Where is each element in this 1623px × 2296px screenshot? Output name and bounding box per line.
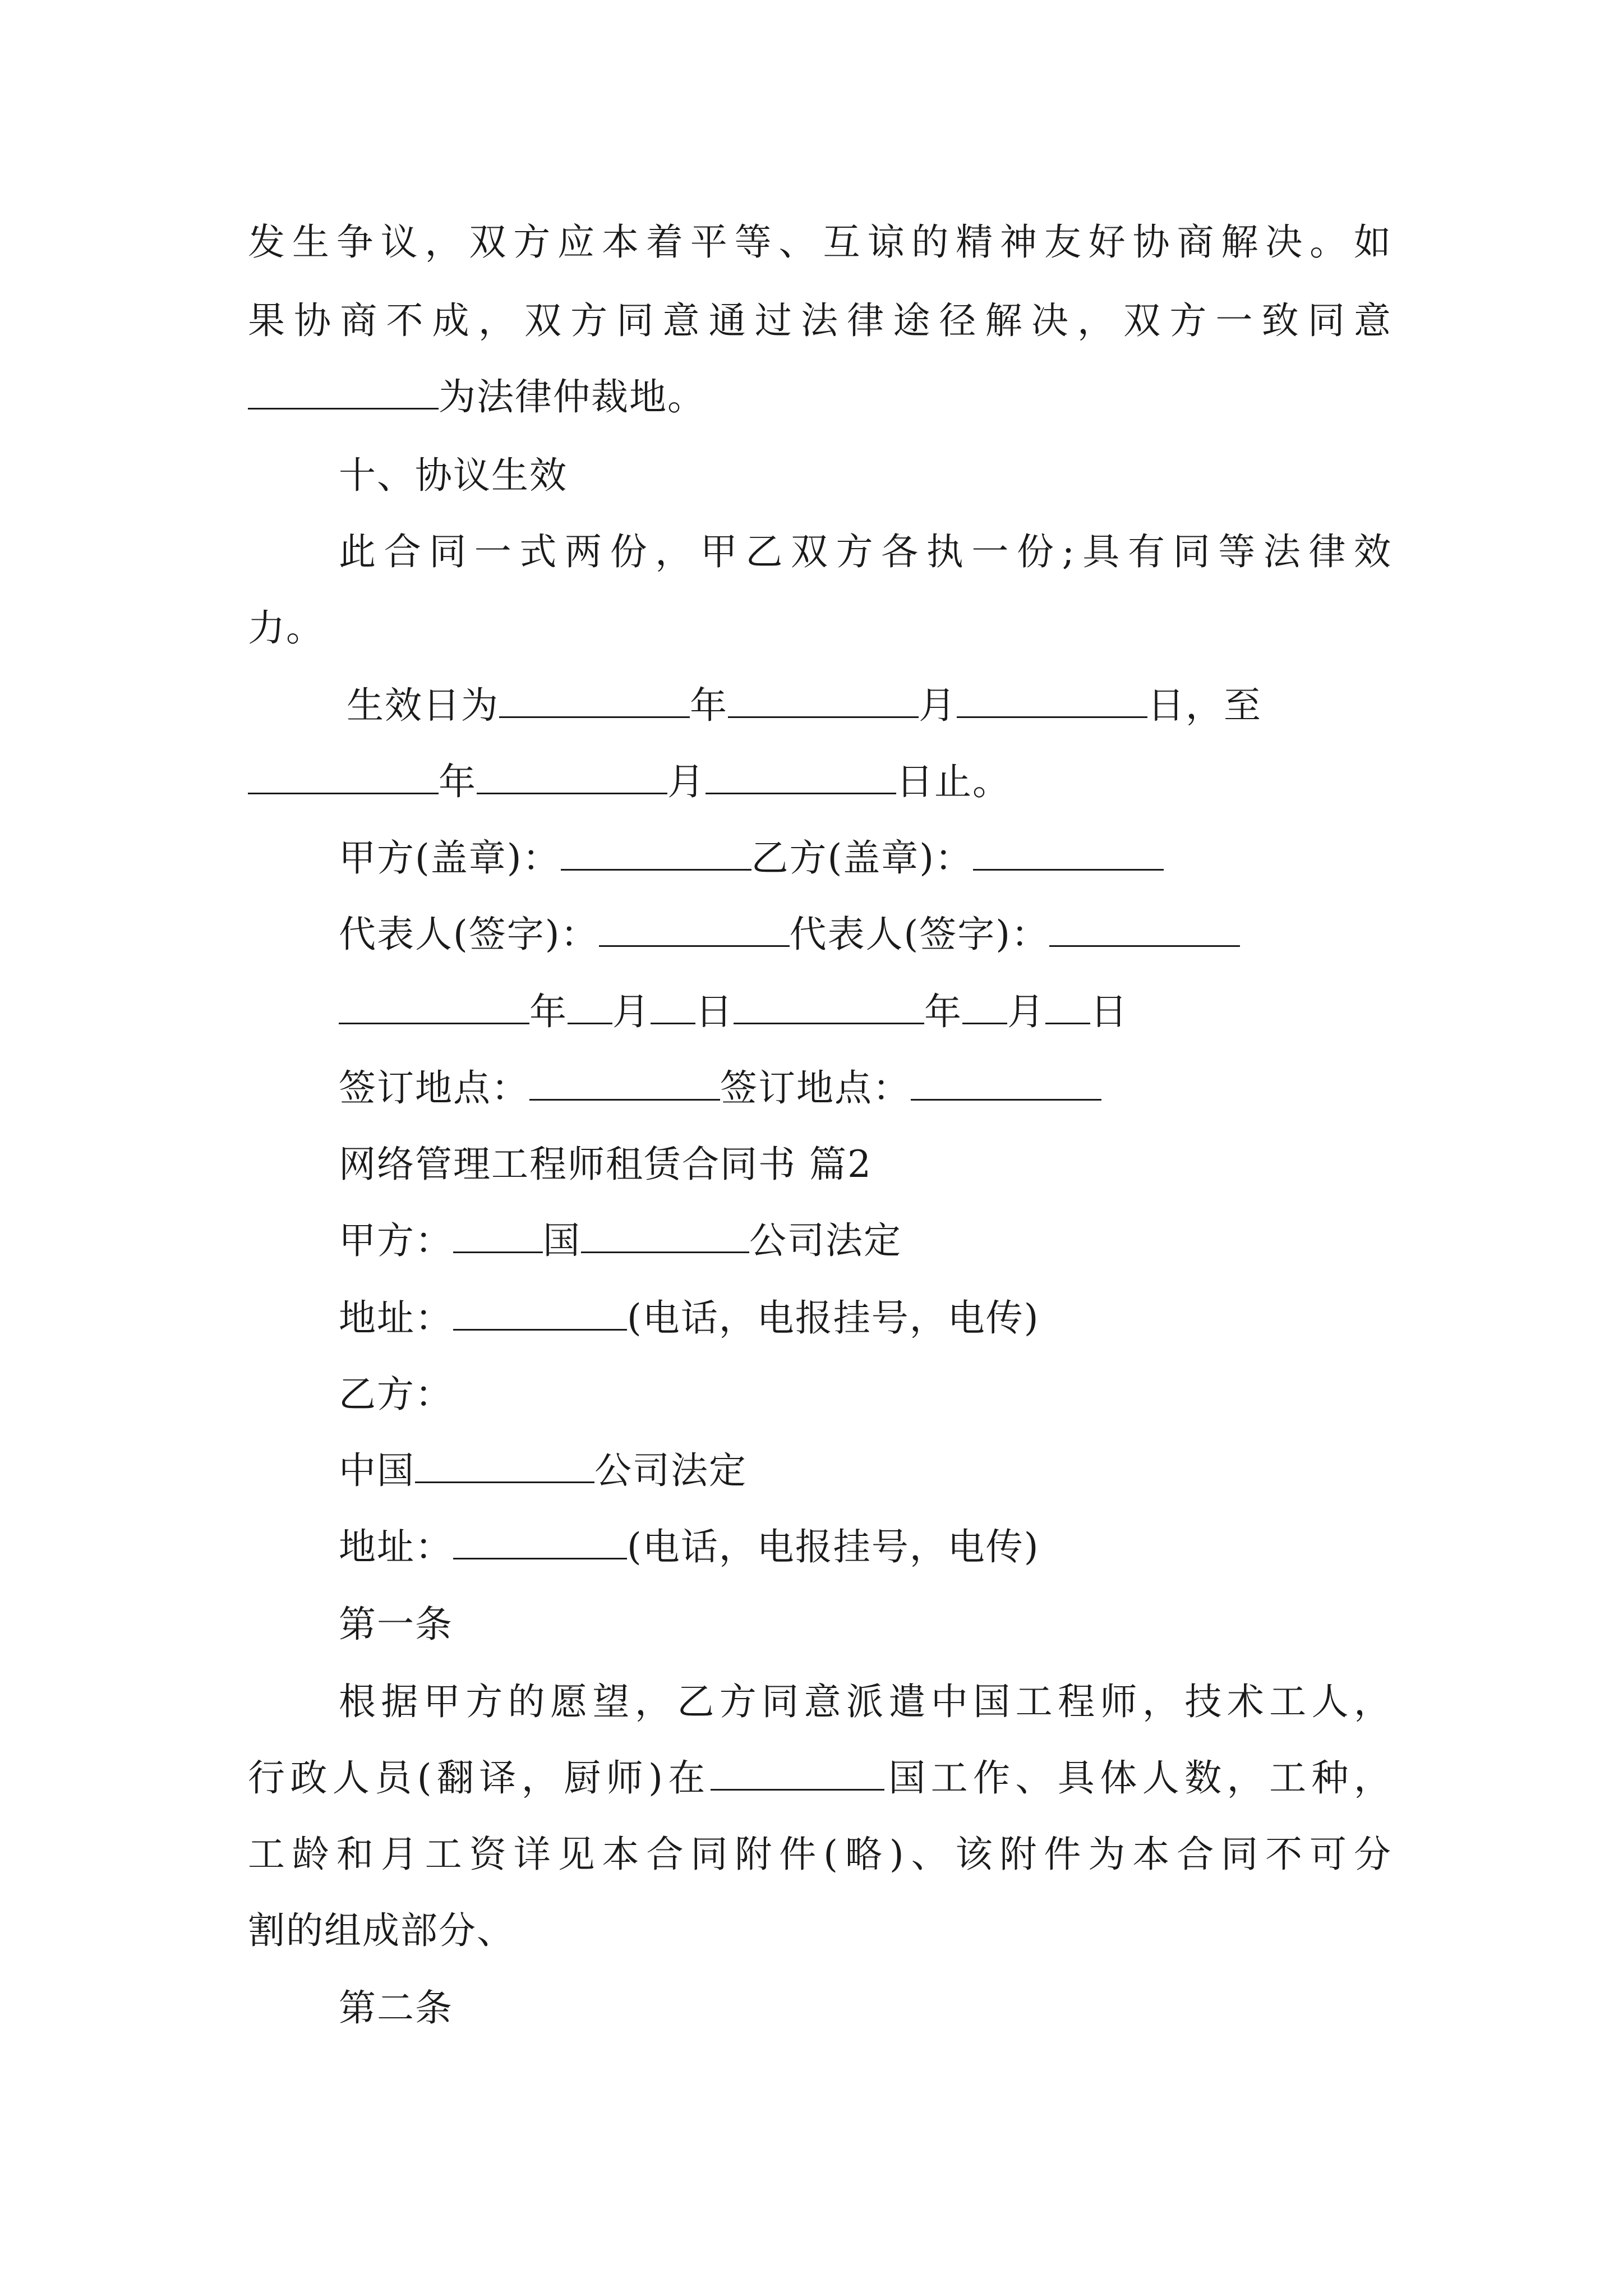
- paragraph-line: 割的组成部分、: [248, 1909, 515, 1952]
- fill-blank: [453, 1525, 627, 1559]
- contract-title: 网络管理工程师租赁合同书 篇2: [339, 1143, 872, 1186]
- paragraph-line: 根据甲方的愿望，乙方同意派遣中国工程师，技术工人，: [339, 1680, 1392, 1723]
- fill-blank: [911, 1066, 1101, 1101]
- paragraph-line: 为法律仲裁地。: [248, 375, 1392, 420]
- party-b-line: 乙方：: [339, 1373, 453, 1416]
- signature-line: 甲方(盖章)： 乙方(盖章)：: [339, 836, 1392, 881]
- paragraph-line: 果协商不成，双方同意通过法律途径解决，双方一致同意: [248, 299, 1392, 342]
- fill-blank: [581, 1219, 749, 1253]
- fill-blank: [453, 1219, 543, 1253]
- paragraph-line: 力。: [248, 606, 324, 650]
- fill-blank: [734, 990, 924, 1024]
- address-line: 地址： (电话，电报挂号，电传): [339, 1296, 1040, 1340]
- fill-blank: [973, 836, 1164, 871]
- fill-blank: [248, 760, 439, 794]
- fill-blank: [529, 1066, 720, 1101]
- address-line: 地址： (电话，电报挂号，电传): [339, 1525, 1040, 1568]
- company-line: 中国 公司法定: [339, 1449, 747, 1492]
- section-heading: 十、协议生效: [339, 454, 568, 497]
- effective-date-line: 生效日为 年 月 日，至: [347, 684, 1262, 727]
- fill-blank: [957, 684, 1147, 718]
- article-heading: 第一条: [339, 1603, 453, 1646]
- paragraph-line: 行政人员(翻译，厨师)在 国工作、具体人数，工种，: [248, 1756, 1392, 1800]
- fill-blank: [248, 375, 439, 409]
- fill-blank: [561, 836, 751, 871]
- article-heading: 第二条: [339, 1986, 453, 2030]
- fill-blank: [477, 760, 667, 794]
- signature-line: 代表人(签字)： 代表人(签字)：: [339, 912, 1392, 957]
- paragraph-line: 此合同一式两份，甲乙双方各执一份;具有同等法律效: [339, 530, 1392, 573]
- fill-blank: [499, 684, 690, 718]
- fill-blank: [706, 760, 896, 794]
- signing-place-line: 签订地点： 签订地点：: [339, 1066, 1392, 1111]
- fill-blank: [728, 684, 919, 718]
- fill-blank: [711, 1756, 884, 1791]
- date-line: 年 月 日 年 月 日: [339, 990, 1392, 1034]
- party-a-line: 甲方： 国 公司法定: [339, 1219, 902, 1262]
- fill-blank: [1045, 990, 1090, 1024]
- paragraph-line: 发生争议，双方应本着平等、互谅的精神友好协商解决。如: [248, 220, 1392, 264]
- paragraph-line: 工龄和月工资详见本合同附件(略)、该附件为本合同不可分: [248, 1833, 1392, 1876]
- fill-blank: [453, 1296, 627, 1331]
- fill-blank: [1049, 913, 1240, 947]
- fill-blank: [962, 990, 1007, 1024]
- fill-blank: [599, 913, 790, 947]
- fill-blank: [568, 990, 612, 1024]
- fill-blank: [651, 990, 695, 1024]
- fill-blank: [415, 1449, 594, 1483]
- effective-date-line: 年 月 日止。: [248, 760, 1392, 804]
- fill-blank: [339, 990, 529, 1024]
